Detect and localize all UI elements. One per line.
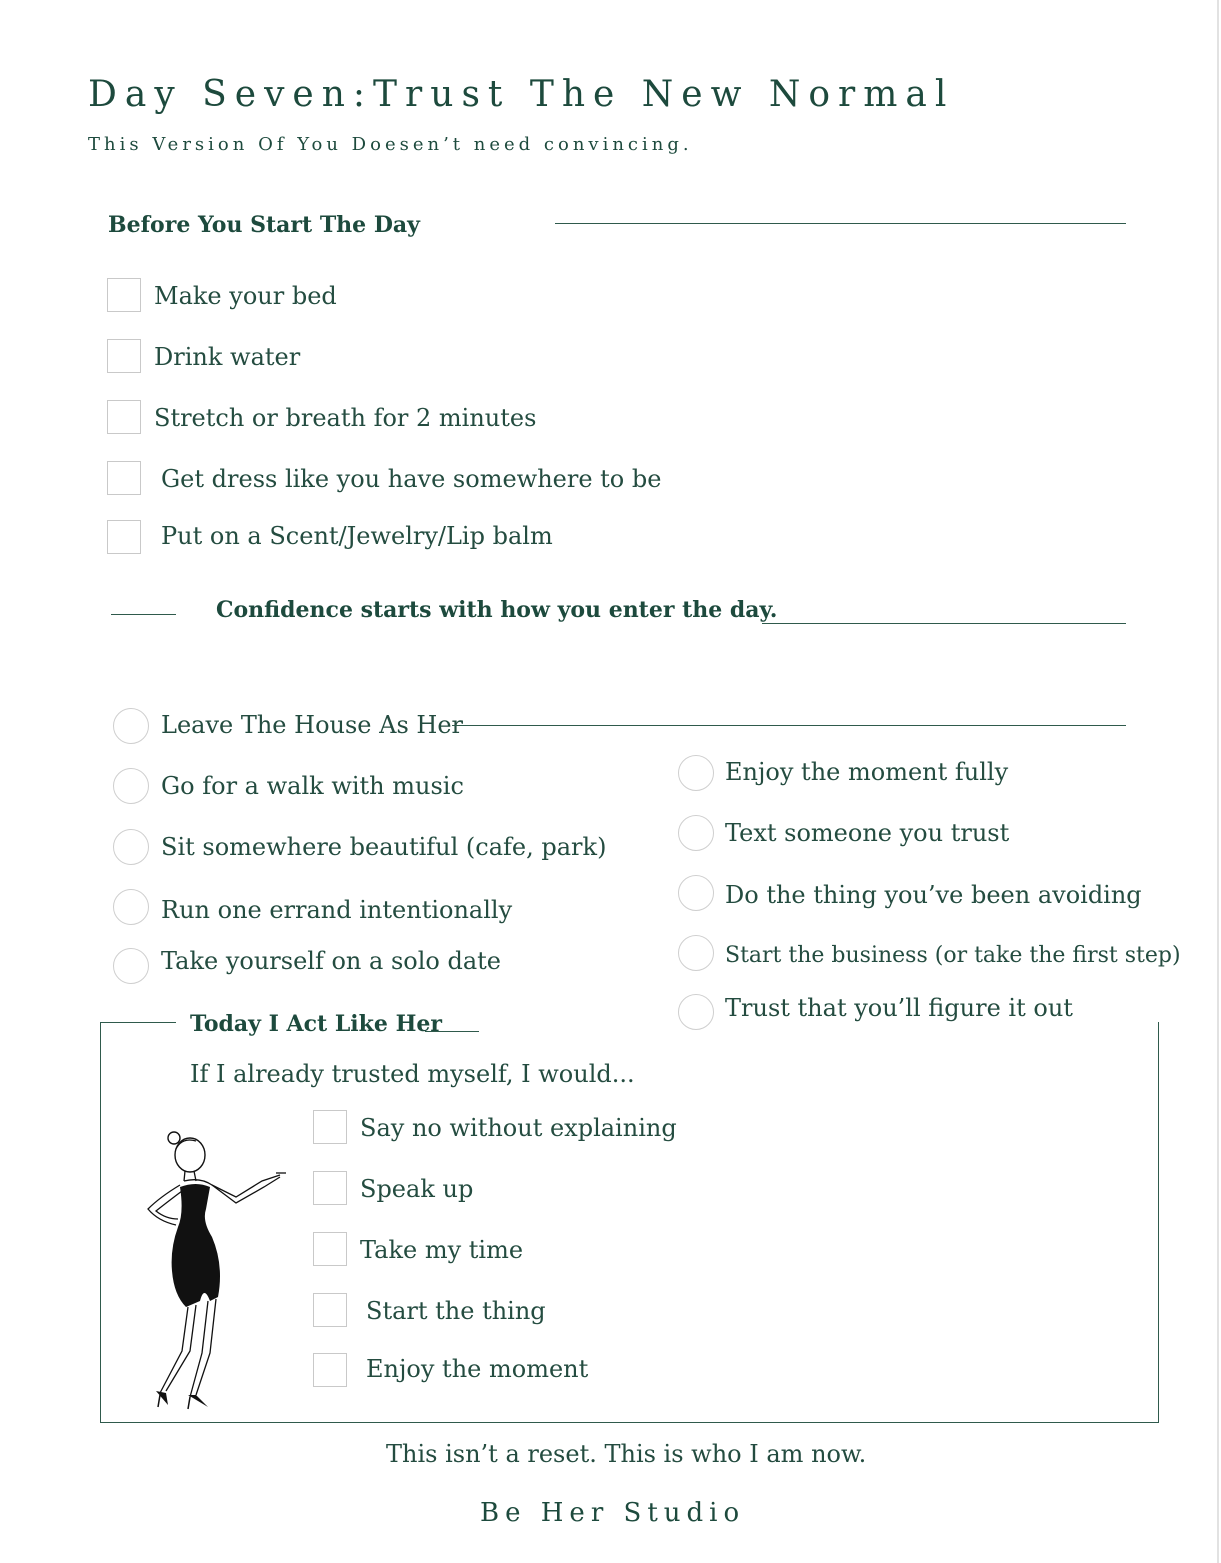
shoe-right (188, 1395, 208, 1407)
checklist-item-label: Sit somewhere beautiful (cafe, park) (161, 833, 607, 861)
confidence-quote: Confidence starts with how you enter the day. (216, 597, 778, 623)
checkbox[interactable] (107, 278, 141, 312)
page-title: Day Seven:Trust The New Normal (88, 74, 955, 115)
checklist-item-label: Start the thing (366, 1297, 546, 1325)
checklist-item-label: Enjoy the moment (366, 1355, 589, 1383)
radio-circle[interactable] (113, 708, 149, 744)
radio-circle[interactable] (113, 948, 149, 984)
leg-left (160, 1307, 188, 1393)
checklist-item-label: Do the thing you’ve been avoiding (725, 881, 1142, 909)
checkbox[interactable] (107, 339, 141, 373)
checkbox[interactable] (107, 461, 141, 495)
checklist-item-label: Leave The House As Her (161, 711, 464, 739)
section-heading-act: Today I Act Like Her (190, 1011, 442, 1037)
page-subtitle: This Version Of You Doesen’t need convincing. (88, 134, 693, 155)
frame-top-rule-left (100, 1022, 176, 1023)
leg-right (190, 1301, 208, 1397)
leave-rule (452, 725, 1126, 726)
checklist-item-label: Say no without explaining (360, 1114, 677, 1142)
radio-circle[interactable] (113, 829, 149, 865)
checkbox[interactable] (313, 1293, 347, 1327)
radio-circle[interactable] (678, 875, 714, 911)
radio-circle[interactable] (113, 768, 149, 804)
checklist-item-label: Stretch or breath for 2 minutes (154, 404, 537, 432)
checklist-item-label: Drink water (154, 343, 301, 371)
hair-bun (168, 1132, 180, 1144)
radio-circle[interactable] (678, 935, 714, 971)
checkbox[interactable] (107, 400, 141, 434)
checklist-item-label: Enjoy the moment fully (725, 758, 1009, 786)
checklist-item-label: Put on a Scent/Jewelry/Lip balm (161, 522, 553, 550)
checklist-item-label: Trust that you’ll figure it out (725, 994, 1073, 1022)
radio-circle[interactable] (113, 889, 149, 925)
radio-circle[interactable] (678, 815, 714, 851)
woman-illustration (140, 1125, 290, 1415)
section-heading-morning: Before You Start The Day (108, 212, 420, 238)
checklist-item-label: Text someone you trust (725, 819, 1010, 847)
checklist-item-label: Get dress like you have somewhere to be (161, 465, 662, 493)
act-prompt: If I already trusted myself, I would... (190, 1060, 635, 1088)
affirmation: This isn’t a reset. This is who I am now. (386, 1440, 867, 1468)
checklist-item-label: Run one errand intentionally (161, 896, 513, 924)
black-dress (172, 1184, 220, 1307)
checkbox[interactable] (313, 1232, 347, 1266)
checklist-item-label: Speak up (360, 1175, 474, 1203)
checkbox[interactable] (313, 1353, 347, 1387)
heading-rule (555, 223, 1126, 224)
shoe-left (156, 1391, 168, 1405)
checklist-item-label: Go for a walk with music (161, 772, 464, 800)
radio-circle[interactable] (678, 755, 714, 791)
head (175, 1138, 205, 1172)
checklist-item-label: Make your bed (154, 282, 337, 310)
quote-rule-right (762, 623, 1126, 624)
checkbox[interactable] (313, 1110, 347, 1144)
brand-name: Be Her Studio (480, 1498, 746, 1528)
checkbox[interactable] (107, 520, 141, 554)
page-edge (1217, 0, 1219, 1563)
checklist-item-label: Take my time (360, 1236, 524, 1264)
quote-rule-left (111, 614, 176, 615)
checklist-item-label: Start the business (or take the first step) (725, 943, 1181, 968)
checklist-item-label: Take yourself on a solo date (161, 947, 501, 975)
checkbox[interactable] (313, 1171, 347, 1205)
